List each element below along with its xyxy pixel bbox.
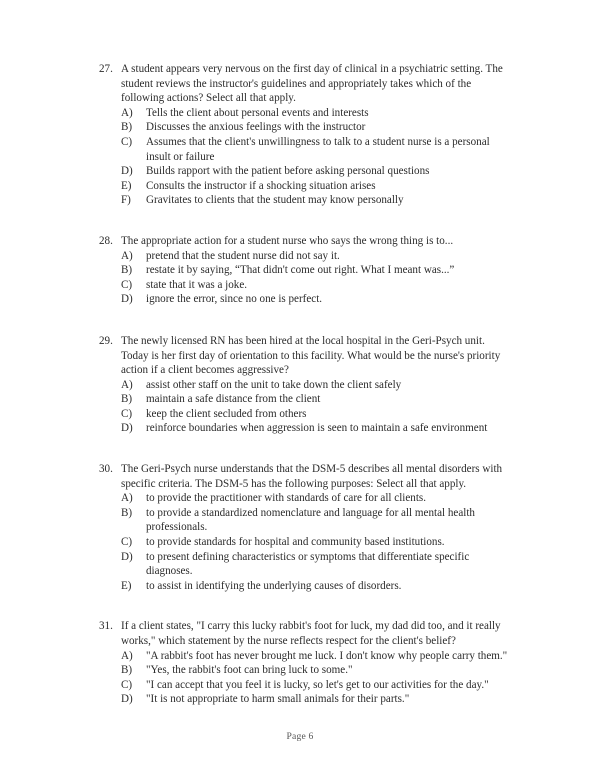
option-letter: B) <box>121 664 133 677</box>
option-letter: E) <box>121 179 132 192</box>
option-letter: A) <box>121 106 133 119</box>
option-item[interactable] <box>99 506 509 535</box>
option-item[interactable] <box>99 120 509 135</box>
question-text: The Geri-Psych nurse understands that the DSM-5 describes all mental disorders with specific criteria. The DSM-5 has the following purposes: Select all that apply. <box>121 463 503 490</box>
option-item[interactable] <box>99 249 509 264</box>
option-item[interactable] <box>99 678 509 693</box>
option-item[interactable] <box>99 392 509 407</box>
question-28 <box>99 234 509 307</box>
option-item[interactable] <box>99 407 509 422</box>
option-letter: D) <box>121 550 133 563</box>
option-item[interactable] <box>99 193 509 208</box>
option-text: Builds rapport with the patient before asking personal questions <box>146 165 430 178</box>
option-list <box>99 491 509 593</box>
option-letter: B) <box>121 393 133 406</box>
option-item[interactable] <box>99 692 509 707</box>
option-text: Gravitates to clients that the student may know personally <box>146 194 404 207</box>
option-text: "It is not appropriate to harm small animals for their parts." <box>146 693 410 706</box>
option-item[interactable] <box>99 491 509 506</box>
option-item[interactable] <box>99 535 509 550</box>
question-number: 31. <box>99 620 113 633</box>
option-text: ignore the error, since no one is perfect. <box>146 293 323 306</box>
option-item[interactable] <box>99 263 509 278</box>
option-item[interactable] <box>99 135 509 164</box>
option-letter: B) <box>121 506 133 519</box>
question-stem <box>99 234 509 249</box>
option-list <box>99 106 509 208</box>
question-31 <box>99 619 509 707</box>
option-text: Discusses the anxious feelings with the instructor <box>146 121 366 134</box>
option-list <box>99 378 509 436</box>
option-text: restate it by saying, “That didn't come out right. What I meant was...” <box>146 264 455 277</box>
option-text: Consults the instructor if a shocking situation arises <box>146 179 376 192</box>
option-letter: D) <box>121 693 133 706</box>
question-text: If a client states, "I carry this lucky rabbit's foot for luck, my dad did too, and it really works," which statement by the nurse reflects respect for the client's belief? <box>121 620 501 647</box>
option-item[interactable] <box>99 164 509 179</box>
question-list <box>99 62 509 707</box>
option-text: "I can accept that you feel it is lucky, so let's get to our activities for the day." <box>146 678 489 691</box>
option-letter: D) <box>121 165 133 178</box>
option-item[interactable] <box>99 378 509 393</box>
option-text: keep the client secluded from others <box>146 407 307 420</box>
option-text: reinforce boundaries when aggression is seen to maintain a safe environment <box>146 422 488 435</box>
option-item[interactable] <box>99 292 509 307</box>
option-letter: B) <box>121 121 133 134</box>
option-item[interactable] <box>99 179 509 194</box>
page-footer <box>0 731 600 742</box>
option-text: Assumes that the client's unwillingness to talk to a student nurse is a personal insult or failure <box>146 135 490 163</box>
option-item[interactable] <box>99 649 509 664</box>
option-letter: C) <box>121 278 133 291</box>
option-text: pretend that the student nurse did not say it. <box>146 249 340 262</box>
question-stem <box>99 334 509 378</box>
option-text: to provide a standardized nomenclature and language for all mental health professionals. <box>146 506 475 534</box>
question-number: 29. <box>99 334 113 347</box>
question-stem <box>99 619 509 648</box>
question-stem <box>99 462 509 491</box>
question-number: 28. <box>99 234 113 247</box>
option-letter: C) <box>121 678 133 691</box>
option-letter: F) <box>121 194 131 207</box>
page-number-label: Page 6 <box>286 731 314 742</box>
option-letter: A) <box>121 249 133 262</box>
option-item[interactable] <box>99 278 509 293</box>
option-letter: D) <box>121 422 133 435</box>
question-stem <box>99 62 509 106</box>
question-text: The appropriate action for a student nurse who says the wrong thing is to... <box>121 234 454 247</box>
option-letter: C) <box>121 536 133 549</box>
option-text: to assist in identifying the underlying causes of disorders. <box>146 579 402 592</box>
option-text: to provide standards for hospital and community based institutions. <box>146 536 445 549</box>
option-item[interactable] <box>99 550 509 579</box>
option-item[interactable] <box>99 106 509 121</box>
option-letter: C) <box>121 135 133 148</box>
question-29 <box>99 334 509 436</box>
option-text: to provide the practitioner with standards of care for all clients. <box>146 492 427 505</box>
question-27 <box>99 62 509 208</box>
option-item[interactable] <box>99 579 509 594</box>
option-letter: D) <box>121 293 133 306</box>
question-text: The newly licensed RN has been hired at the local hospital in the Geri-Psych unit. Today is her first day of orientation to this facility. What would be the nurse's priority action if a client becomes aggressive? <box>121 334 501 377</box>
option-letter: A) <box>121 378 133 391</box>
question-30 <box>99 462 509 593</box>
option-text: maintain a safe distance from the client <box>146 393 321 406</box>
option-letter: A) <box>121 649 133 662</box>
option-letter: E) <box>121 579 132 592</box>
option-list <box>99 249 509 307</box>
question-number: 30. <box>99 463 113 476</box>
option-text: to present defining characteristics or symptoms that differentiate specific diagnoses. <box>146 550 470 578</box>
option-text: "Yes, the rabbit's foot can bring luck to some." <box>146 664 353 677</box>
option-item[interactable] <box>99 663 509 678</box>
option-text: "A rabbit's foot has never brought me luck. I don't know why people carry them." <box>146 649 508 662</box>
option-list <box>99 649 509 707</box>
option-text: Tells the client about personal events and interests <box>146 106 369 119</box>
option-item[interactable] <box>99 421 509 436</box>
option-letter: B) <box>121 264 133 277</box>
option-text: assist other staff on the unit to take down the client safely <box>146 378 402 391</box>
question-text: A student appears very nervous on the first day of clinical in a psychiatric setting. The student reviews the instructor's guidelines and appropriately takes which of the following actions? Select all that apply. <box>121 63 503 105</box>
option-letter: C) <box>121 407 133 420</box>
option-letter: A) <box>121 492 133 505</box>
option-text: state that it was a joke. <box>146 278 248 291</box>
question-number: 27. <box>99 63 113 75</box>
